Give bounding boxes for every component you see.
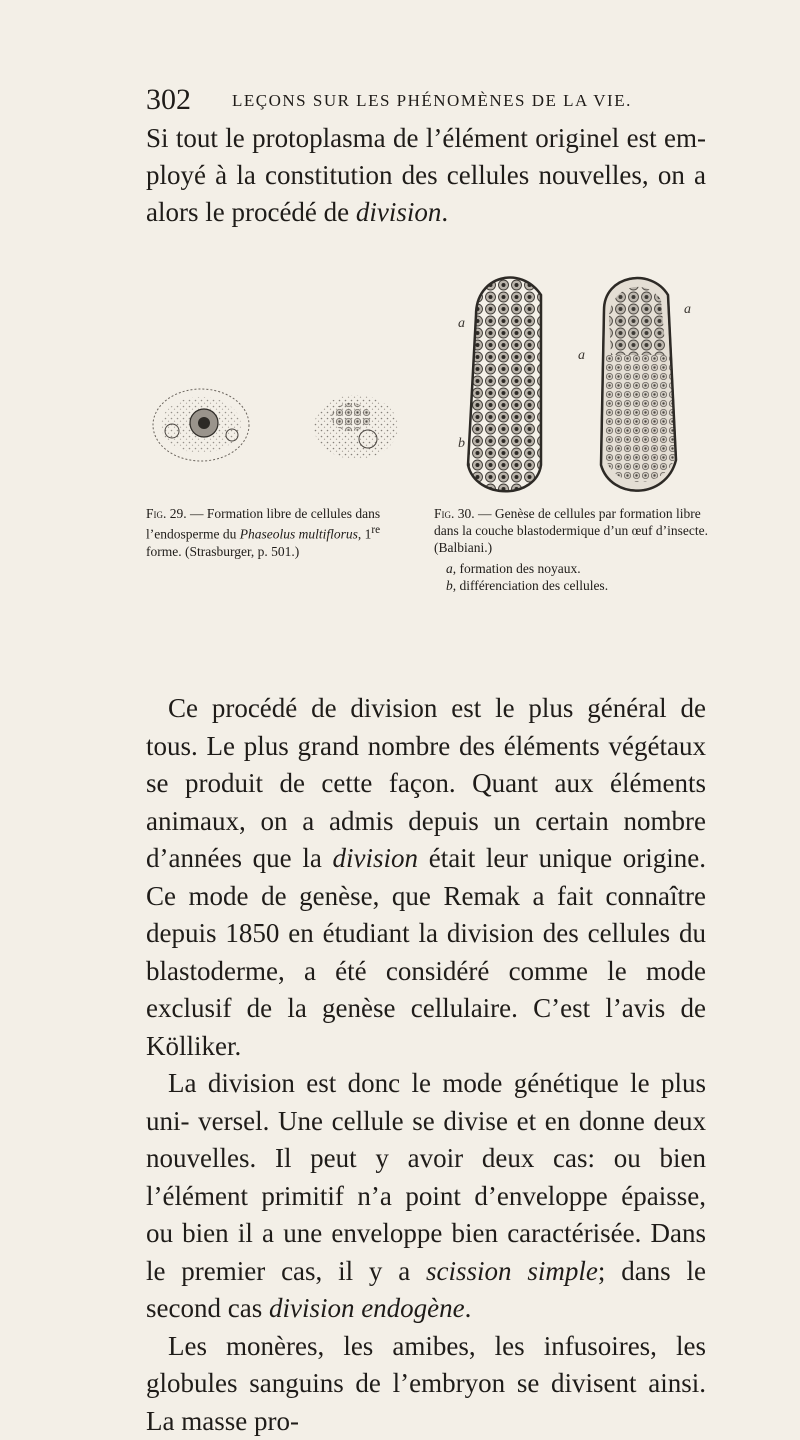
fig29-genus: Phaseolus multiflorus <box>240 527 358 542</box>
intro-period: . <box>441 197 448 227</box>
fig30-label-a-left: a <box>458 316 465 331</box>
fig30-legend-b-text: , différenciation des cellules. <box>453 578 608 593</box>
fig30-legend-a-text: , formation des noyaux. <box>453 561 581 576</box>
fig30-label-a-right: a <box>684 302 691 317</box>
fig30-text: — Genèse de cellules par formation libre dans la couche blastodermique d’un œuf d’insecte. (Balbiani.) <box>434 506 708 555</box>
fig29-label: Fig. 29. <box>146 506 187 521</box>
fig30-legend-a <box>434 560 709 577</box>
intro-text: Si tout le protoplasma de l’élément originel est em- ployé à la constitution des cellules nouvelles, on a alors le procédé de <box>146 123 706 227</box>
body-p2-text-mid: ; dans le second cas <box>146 1256 706 1324</box>
body-paragraph-3 <box>146 1328 706 1440</box>
fig30-egg-left <box>468 278 541 492</box>
body-p1-text-end: était leur unique origine. Ce mode de genèse, que Remak a fait connaître depuis 1850 en étudiant la division des cellules du blastoderme, a été considéré comme le mode exclusif de la genèse cellulaire. C’est l’avis de Kölliker. <box>146 843 706 1061</box>
page-number: 302 <box>146 82 191 118</box>
body-paragraph-2 <box>146 1065 706 1328</box>
body-p2-text: La division est donc le mode génétique le plus uni- versel. Une cellule se divise et en donne deux nouvelles. Il peut y avoir deux cas: ou bien l’élément primitif n’a point d’enveloppe épaisse, ou bien il a une enveloppe bien caractérisée. Dans le premier cas, il y a <box>146 1068 706 1286</box>
body-p1-term: division <box>333 843 419 873</box>
body-p2-text-end: . <box>465 1293 472 1323</box>
fig29-text-mid: , 1 <box>358 527 372 542</box>
body-p2-term-division: division endogène <box>269 1293 465 1323</box>
body-paragraph-1 <box>146 690 706 1065</box>
figure-illustrations <box>146 255 706 500</box>
fig29-caption <box>146 505 414 560</box>
fig30-caption <box>434 505 709 594</box>
fig30-label-b-left: b <box>458 436 465 451</box>
fig30-egg-right <box>601 278 676 491</box>
running-head: LEÇONS SUR LES PHÉNOMÈNES DE LA VIE. <box>232 89 632 113</box>
fig29-text: — Formation libre de cellules dans l’endosperme du <box>146 506 380 542</box>
fig30-label-a-middle: a <box>578 348 585 363</box>
fig30-legend-b <box>434 577 709 594</box>
fig29-drawing-right <box>314 395 398 459</box>
figures-block <box>146 255 706 685</box>
body-p2-term-scission: scission simple <box>426 1256 598 1286</box>
fig30-label: Fig. 30. <box>434 506 475 521</box>
fig29-drawing-left <box>153 389 249 461</box>
fig29-superscript: re <box>371 524 380 536</box>
body-p1-text: Ce procédé de division est le plus général de tous. Le plus grand nombre des éléments végétaux se produit de cette façon. Quant aux éléments animaux, on a admis depuis un certain nombre d’années que la <box>146 693 706 873</box>
page-header <box>146 82 706 118</box>
body-p3-text: Les monères, les amibes, les infusoires, les globules sanguins de l’embryon se divisent ainsi. La masse pro- <box>146 1331 706 1436</box>
intro-term-division: division <box>356 197 442 227</box>
intro-paragraph <box>146 120 706 231</box>
body-text <box>146 690 706 1440</box>
fig30-legend-b-letter: b <box>446 578 453 593</box>
fig30-legend-a-letter: a <box>446 561 453 576</box>
fig29-text-end: forme. (Strasburger, p. 501.) <box>146 544 299 559</box>
